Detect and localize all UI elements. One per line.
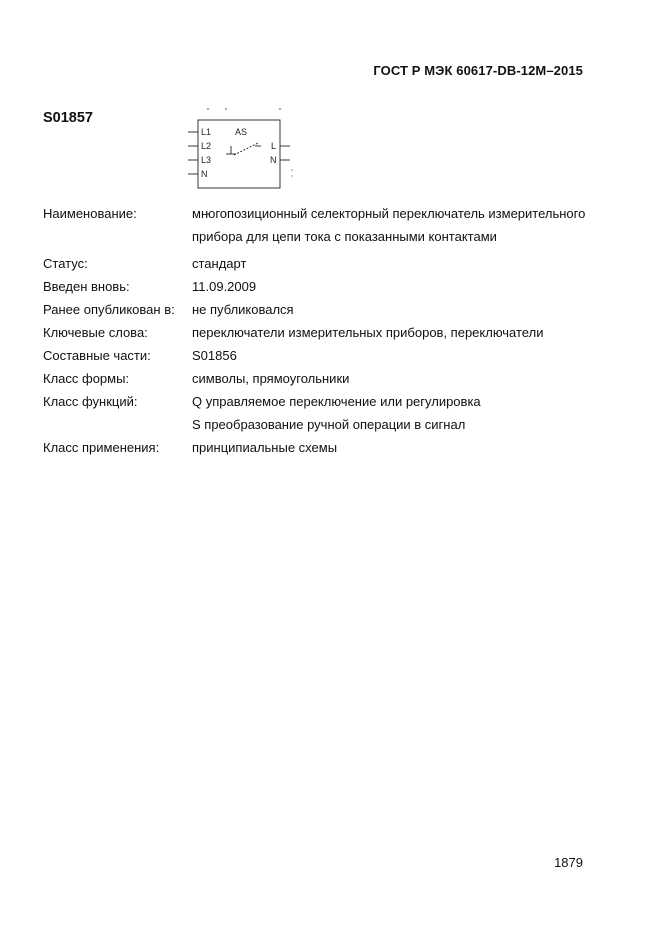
pin-label-l3: L3 bbox=[201, 155, 212, 165]
pin-label-l2: L2 bbox=[201, 141, 212, 151]
field-key: Ранее опубликован в: bbox=[43, 302, 175, 317]
field-key: Ключевые слова: bbox=[43, 325, 148, 340]
field-value bbox=[192, 436, 612, 459]
field-key: Статус: bbox=[43, 256, 88, 271]
value-line: прибора для цепи тока с показанными контактами bbox=[192, 229, 497, 244]
field-key: Введен вновь: bbox=[43, 279, 130, 294]
field-value bbox=[192, 390, 612, 436]
symbol-title-label: AS bbox=[235, 127, 248, 137]
document-header-standard: ГОСТ Р МЭК 60617-DB-12М–2015 bbox=[373, 63, 583, 78]
field-value bbox=[192, 202, 612, 248]
field-key: Класс функций: bbox=[43, 394, 138, 409]
field-value bbox=[192, 367, 612, 390]
value-line: S преобразование ручной операции в сигнал bbox=[192, 417, 466, 432]
value-line: 11.09.2009 bbox=[192, 279, 257, 294]
symbol-code: S01857 bbox=[43, 110, 93, 126]
field-value bbox=[192, 298, 612, 321]
field-value bbox=[192, 321, 612, 344]
page-number: 1879 bbox=[554, 855, 583, 870]
value-line: стандарт bbox=[192, 256, 247, 271]
contact-icon bbox=[226, 143, 261, 155]
field-value bbox=[192, 275, 612, 298]
value-line: переключатели измерительных приборов, переключатели bbox=[192, 325, 544, 340]
pin-label-n-out: N bbox=[270, 155, 277, 165]
field-key: Класс формы: bbox=[43, 371, 130, 386]
field-key: Класс применения: bbox=[43, 440, 160, 455]
value-line: символы, прямоугольники bbox=[192, 371, 350, 386]
value-line: S01856 bbox=[192, 348, 237, 363]
pin-label-n: N bbox=[201, 169, 208, 179]
field-value bbox=[192, 252, 612, 275]
value-line: многопозиционный селекторный переключатель измерительного bbox=[192, 206, 586, 221]
field-key: Составные части: bbox=[43, 348, 151, 363]
value-line: не публиковался bbox=[192, 302, 294, 317]
value-line: принципиальные схемы bbox=[192, 440, 338, 455]
pin-label-l-out: L bbox=[271, 141, 277, 151]
value-line: Q управляемое переключение или регулировка bbox=[192, 394, 481, 409]
pin-label-l1: L1 bbox=[201, 127, 212, 137]
field-value bbox=[192, 344, 612, 367]
field-key: Наименование: bbox=[43, 206, 137, 221]
